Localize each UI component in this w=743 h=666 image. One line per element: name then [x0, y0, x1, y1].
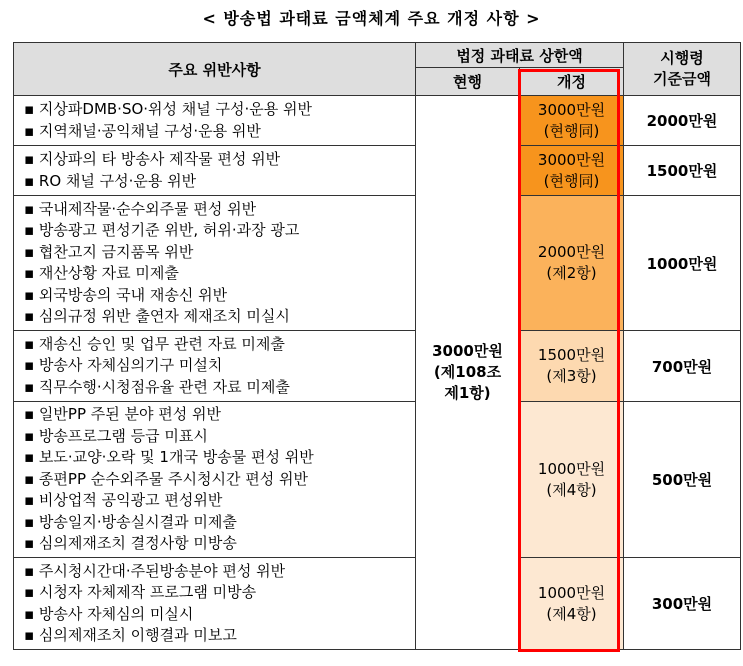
- revised-amount: 1500만원 (제3항): [520, 331, 624, 402]
- violation-list: ▪ 주시청시간대·주된방송분야 편성 위반 ▪ 시청자 자체제작 프로그램 미방송 ▪ 방송사 자체심의 미실시 ▪ 심의제재조치 이행결과 미보고: [14, 558, 416, 650]
- violation-list: ▪ 국내제작물·순수외주물 편성 위반 ▪ 방송광고 편성기준 위반, 허위·과장 광고 ▪ 협찬고지 금지품목 위반 ▪ 재산상황 자료 미제출 ▪ 외국방송의 국내 재송신 위반 ▪ 심의규정 위반 출연자 제재조치 미실시: [14, 196, 416, 331]
- enforcement-base-amount: 2000만원: [624, 96, 741, 146]
- header-revised: 개정: [520, 68, 624, 96]
- table-row: [14, 96, 741, 146]
- table-row: [14, 331, 741, 402]
- violation-list: ▪ 재송신 승인 및 업무 관련 자료 미제출 ▪ 방송사 자체심의기구 미설치 ▪ 직무수행·시청점유율 관련 자료 미제출: [14, 331, 416, 402]
- table-row: [14, 402, 741, 558]
- revised-amount: 3000만원 (현행同): [520, 146, 624, 196]
- revised-amount: 3000만원 (현행同): [520, 96, 624, 146]
- enforcement-base-amount: 1000만원: [624, 196, 741, 331]
- header-current: 현행: [416, 68, 520, 96]
- revised-amount: 2000만원 (제2항): [520, 196, 624, 331]
- page-title: < 방송법 과태료 금액체계 주요 개정 사항 >: [202, 9, 541, 28]
- violation-list: ▪ 지상파DMB·SO·위성 채널 구성·운용 위반 ▪ 지역채널·공익채널 구성·운용 위반: [14, 96, 416, 146]
- revised-amount: 1000만원 (제4항): [520, 402, 624, 558]
- header-legal-limit: 법정 과태료 상한액: [416, 43, 624, 68]
- enforcement-base-amount: 700만원: [624, 331, 741, 402]
- penalty-table: [13, 42, 741, 650]
- enforcement-base-amount: 500만원: [624, 402, 741, 558]
- current-limit-cell: 3000만원 (제108조 제1항): [416, 96, 520, 650]
- revised-amount: 1000만원 (제4항): [520, 558, 624, 650]
- violation-list: ▪ 일반PP 주된 분야 편성 위반 ▪ 방송프로그램 등급 미표시 ▪ 보도·교양·오락 및 1개국 방송물 편성 위반 ▪ 종편PP 순수외주물 주시청시간 편성 위반 ▪ 비상업적 공익광고 편성위반 ▪ 방송일지·방송실시결과 미제출 ▪ 심의제재조치 결정사항 미방송: [14, 402, 416, 558]
- header-violations: 주요 위반사항: [14, 43, 416, 96]
- violation-list: ▪ 지상파의 타 방송사 제작물 편성 위반 ▪ RO 채널 구성·운용 위반: [14, 146, 416, 196]
- table-row: [14, 196, 741, 331]
- header-enforcement-base: 시행령 기준금액: [624, 43, 741, 96]
- table-row: [14, 558, 741, 650]
- table-row: [14, 146, 741, 196]
- enforcement-base-amount: 300만원: [624, 558, 741, 650]
- enforcement-base-amount: 1500만원: [624, 146, 741, 196]
